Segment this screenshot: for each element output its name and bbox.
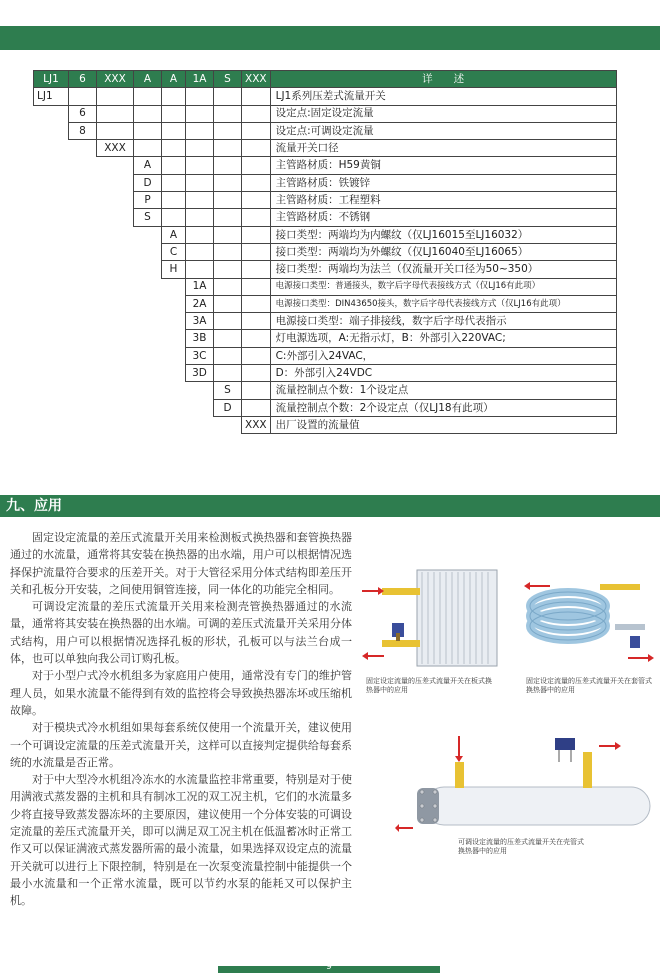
empty-cell [34, 243, 69, 260]
table-row [34, 140, 617, 157]
application-text [10, 529, 352, 910]
code-cell: 3C [186, 347, 214, 364]
blank-cell [186, 243, 214, 260]
description-cell: 电源接口类型：DIN43650接头，数字后字母代表接线方式（仅LJ16有此项） [270, 295, 616, 312]
page-number: 9 [326, 962, 332, 972]
blank-cell [214, 88, 242, 105]
blank-cell [162, 122, 186, 139]
empty-cell [34, 330, 69, 347]
description-cell: 灯电源选项，A:无指示灯，B：外部引入220VAC; [270, 330, 616, 347]
empty-cell [134, 313, 162, 330]
blank-cell [97, 105, 134, 122]
empty-cell [214, 416, 242, 433]
blank-cell [214, 313, 242, 330]
empty-cell [34, 174, 69, 191]
table-row [34, 365, 617, 382]
description-cell: 主管路材质：H59黄铜 [270, 157, 616, 174]
table-row [34, 261, 617, 278]
empty-cell [134, 347, 162, 364]
description-cell: 电源接口类型：端子排接线，数字后字母代表指示 [270, 313, 616, 330]
plate-heat-exchanger-image [362, 568, 507, 673]
description-cell: 设定点:固定设定流量 [270, 105, 616, 122]
table-row [34, 122, 617, 139]
description-cell: C:外部引入24VAC， [270, 347, 616, 364]
table-row [34, 157, 617, 174]
code-cell: LJ1 [34, 88, 69, 105]
empty-cell [186, 382, 214, 399]
page-number-bar [218, 962, 440, 973]
table-row [34, 347, 617, 364]
blank-cell [242, 105, 271, 122]
empty-cell [134, 382, 162, 399]
blank-cell [242, 243, 271, 260]
blank-cell [214, 226, 242, 243]
empty-cell [69, 226, 97, 243]
empty-cell [97, 157, 134, 174]
empty-cell [162, 382, 186, 399]
code-cell: 3A [186, 313, 214, 330]
empty-cell [97, 416, 134, 433]
description-cell: 接口类型：两端均为外螺纹（仅LJ16040至LJ16065） [270, 243, 616, 260]
empty-cell [34, 416, 69, 433]
code-cell: 3D [186, 365, 214, 382]
empty-cell [162, 347, 186, 364]
header-cell: S [214, 71, 242, 88]
empty-cell [134, 330, 162, 347]
blank-cell [214, 157, 242, 174]
code-cell: D [134, 174, 162, 191]
description-cell: 出厂设置的流量值 [270, 416, 616, 433]
empty-cell [69, 243, 97, 260]
header-cell: 详 述 [270, 71, 616, 88]
description-cell: 电源接口类型：普通接头，数字后字母代表接线方式（仅LJ16有此项） [270, 278, 616, 295]
description-cell: 接口类型：两端均为内螺纹（仅LJ16015至LJ16032） [270, 226, 616, 243]
section-header [0, 495, 660, 517]
blank-cell [242, 209, 271, 226]
code-cell: S [214, 382, 242, 399]
table-row [34, 399, 617, 416]
body-paragraph: 可调设定流量的差压式流量开关用来检测壳管换热器通过的水流量，通常将其安装在换热器的出水端。可调的差压式流量开关采用分体式结构，用户可以根据情况选择孔板的形状，孔板可以与法兰台成一体，也可以单独向我公司订购孔板。 [10, 600, 352, 666]
empty-cell [34, 157, 69, 174]
empty-cell [162, 416, 186, 433]
table-row [34, 209, 617, 226]
empty-cell [162, 330, 186, 347]
shell-tube-heat-exchanger-image [395, 732, 660, 832]
blank-cell [162, 192, 186, 209]
blank-cell [134, 88, 162, 105]
coil-heat-exchanger-image [520, 566, 660, 674]
blank-cell [69, 88, 97, 105]
blank-cell [242, 226, 271, 243]
blank-cell [242, 365, 271, 382]
blank-cell [162, 105, 186, 122]
table-header-row [34, 71, 617, 88]
blank-cell [242, 192, 271, 209]
blank-cell [242, 347, 271, 364]
blank-cell [186, 226, 214, 243]
empty-cell [162, 278, 186, 295]
blank-cell [214, 261, 242, 278]
empty-cell [97, 243, 134, 260]
empty-cell [134, 226, 162, 243]
empty-cell [69, 278, 97, 295]
empty-cell [97, 382, 134, 399]
empty-cell [34, 313, 69, 330]
header-cell: A [134, 71, 162, 88]
empty-cell [69, 347, 97, 364]
shell-caption: 可调设定流量的压差式流量开关在壳管式换热器中的应用 [458, 838, 584, 855]
code-cell: 2A [186, 295, 214, 312]
empty-cell [34, 261, 69, 278]
empty-cell [134, 365, 162, 382]
empty-cell [97, 278, 134, 295]
empty-cell [186, 399, 214, 416]
blank-cell [242, 399, 271, 416]
code-cell: 3B [186, 330, 214, 347]
code-cell: 6 [69, 105, 97, 122]
code-cell: S [134, 209, 162, 226]
description-cell: 流量控制点个数：1个设定点 [270, 382, 616, 399]
header-cell: 6 [69, 71, 97, 88]
blank-cell [186, 140, 214, 157]
blank-cell [97, 122, 134, 139]
blank-cell [242, 278, 271, 295]
empty-cell [34, 105, 69, 122]
empty-cell [69, 261, 97, 278]
blank-cell [186, 88, 214, 105]
blank-cell [214, 347, 242, 364]
header-cell: XXX [242, 71, 271, 88]
description-cell: LJ1系列压差式流量开关 [270, 88, 616, 105]
empty-cell [134, 278, 162, 295]
table-row [34, 88, 617, 105]
blank-cell [242, 174, 271, 191]
empty-cell [134, 295, 162, 312]
empty-cell [134, 243, 162, 260]
blank-cell [214, 330, 242, 347]
empty-cell [97, 313, 134, 330]
top-band [0, 26, 660, 50]
blank-cell [186, 174, 214, 191]
empty-cell [134, 416, 162, 433]
body-paragraph: 对于小型户式冷水机组多为家庭用户使用，通常没有专门的维护管理人员，如果水流量不能得到有效的监控将会导致换热器冻坏或压缩机故障。 [10, 669, 352, 717]
body-paragraph: 固定设定流量的差压式流量开关用来检测板式换热器和套管换热器通过的水流量，通常将其安装在换热器的出水端，用户可以根据情况选择保护流量符合要求的压差开关。对于大管径采用分体式结构即差压开关和孔板分开安装，之间使用铜管连接，同一体化的功能完全相同。 [10, 531, 352, 596]
blank-cell [242, 330, 271, 347]
empty-cell [162, 365, 186, 382]
table-row [34, 295, 617, 312]
blank-cell [242, 313, 271, 330]
table-row [34, 243, 617, 260]
header-cell: A [162, 71, 186, 88]
empty-cell [34, 347, 69, 364]
code-cell: A [162, 226, 186, 243]
blank-cell [134, 122, 162, 139]
empty-cell [97, 226, 134, 243]
description-cell: 主管路材质：铁镀锌 [270, 174, 616, 191]
empty-cell [97, 347, 134, 364]
table-row [34, 105, 617, 122]
blank-cell [134, 105, 162, 122]
code-cell: A [134, 157, 162, 174]
plate-caption: 固定设定流量的压差式流量开关在板式换热器中的应用 [366, 677, 492, 694]
empty-cell [162, 295, 186, 312]
table-row [34, 192, 617, 209]
blank-cell [186, 261, 214, 278]
blank-cell [242, 140, 271, 157]
code-cell: D [214, 399, 242, 416]
blank-cell [242, 295, 271, 312]
empty-cell [69, 365, 97, 382]
empty-cell [69, 399, 97, 416]
empty-cell [69, 140, 97, 157]
blank-cell [186, 105, 214, 122]
blank-cell [242, 261, 271, 278]
description-cell: 流量开关口径 [270, 140, 616, 157]
blank-cell [186, 192, 214, 209]
section-title: 九、应用 [6, 498, 62, 514]
empty-cell [97, 330, 134, 347]
empty-cell [97, 399, 134, 416]
header-cell: 1A [186, 71, 214, 88]
coil-caption: 固定设定流量的压差式流量开关在套管式换热器中的应用 [526, 677, 652, 694]
empty-cell [97, 192, 134, 209]
empty-cell [186, 416, 214, 433]
blank-cell [162, 157, 186, 174]
code-cell: XXX [242, 416, 271, 433]
empty-cell [34, 295, 69, 312]
empty-cell [97, 174, 134, 191]
empty-cell [34, 192, 69, 209]
code-cell: P [134, 192, 162, 209]
empty-cell [69, 209, 97, 226]
empty-cell [69, 382, 97, 399]
blank-cell [214, 365, 242, 382]
header-cell: XXX [97, 71, 134, 88]
empty-cell [34, 382, 69, 399]
table-row [34, 313, 617, 330]
code-cell: XXX [97, 140, 134, 157]
blank-cell [162, 209, 186, 226]
empty-cell [134, 261, 162, 278]
blank-cell [214, 192, 242, 209]
blank-cell [214, 278, 242, 295]
empty-cell [34, 226, 69, 243]
blank-cell [242, 157, 271, 174]
table-row [34, 330, 617, 347]
blank-cell [134, 140, 162, 157]
empty-cell [69, 416, 97, 433]
empty-cell [34, 399, 69, 416]
code-cell: C [162, 243, 186, 260]
blank-cell [214, 209, 242, 226]
table-row [34, 382, 617, 399]
code-cell: 8 [69, 122, 97, 139]
model-code-table [33, 70, 617, 434]
empty-cell [69, 330, 97, 347]
code-cell: H [162, 261, 186, 278]
empty-cell [34, 122, 69, 139]
table-row [34, 278, 617, 295]
code-cell: 1A [186, 278, 214, 295]
empty-cell [97, 295, 134, 312]
empty-cell [69, 295, 97, 312]
blank-cell [162, 140, 186, 157]
empty-cell [69, 174, 97, 191]
body-paragraph: 对于模块式冷水机组如果每套系统仅使用一个流量开关，建议使用一个可调设定流量的压差式流量开关，这样可以直接判定提供给每套系统的水流量是否正常。 [10, 721, 352, 769]
blank-cell [214, 122, 242, 139]
description-cell: 流量控制点个数：2个设定点（仅LJ18有此项） [270, 399, 616, 416]
description-cell: 设定点:可调设定流量 [270, 122, 616, 139]
blank-cell [214, 140, 242, 157]
empty-cell [97, 365, 134, 382]
blank-cell [162, 174, 186, 191]
blank-cell [186, 209, 214, 226]
blank-cell [214, 243, 242, 260]
empty-cell [69, 313, 97, 330]
description-cell: 主管路材质：不锈钢 [270, 209, 616, 226]
description-cell: 主管路材质：工程塑料 [270, 192, 616, 209]
empty-cell [97, 261, 134, 278]
table-row [34, 416, 617, 433]
empty-cell [34, 209, 69, 226]
blank-cell [242, 382, 271, 399]
empty-cell [69, 157, 97, 174]
empty-cell [134, 399, 162, 416]
table-row [34, 174, 617, 191]
empty-cell [162, 313, 186, 330]
blank-cell [214, 295, 242, 312]
header-cell: LJ1 [34, 71, 69, 88]
description-cell: D：外部引入24VDC [270, 365, 616, 382]
empty-cell [34, 140, 69, 157]
blank-cell [242, 88, 271, 105]
blank-cell [162, 88, 186, 105]
blank-cell [242, 122, 271, 139]
blank-cell [214, 174, 242, 191]
table-row [34, 226, 617, 243]
blank-cell [97, 88, 134, 105]
blank-cell [214, 105, 242, 122]
body-paragraph: 对于中大型冷水机组冷冻水的水流量监控非常重要，特别是对于使用满液式蒸发器的主机和具有制冰工况的双工况主机，它们的水流量多少将直接导致蒸发器冻坏的主要原因，建议使用一个分体安装的可调设定流量的差压式流量开关，即可以满足双工况主机在低温蓄冰时正常工作又可以保证满液式蒸发器所需的最小流量，如果选择双设定点的流量开关就可以进行上下限控制，特别是在一次泵变流量控制中能提供一个最小水流量和一个正常水流量，既可以节约水泵的能耗又可以保护主机。 [10, 773, 352, 908]
empty-cell [34, 365, 69, 382]
empty-cell [162, 399, 186, 416]
empty-cell [69, 192, 97, 209]
empty-cell [34, 278, 69, 295]
empty-cell [97, 209, 134, 226]
blank-cell [186, 157, 214, 174]
description-cell: 接口类型：两端均为法兰（仅流量开关口径为50~350） [270, 261, 616, 278]
blank-cell [186, 122, 214, 139]
